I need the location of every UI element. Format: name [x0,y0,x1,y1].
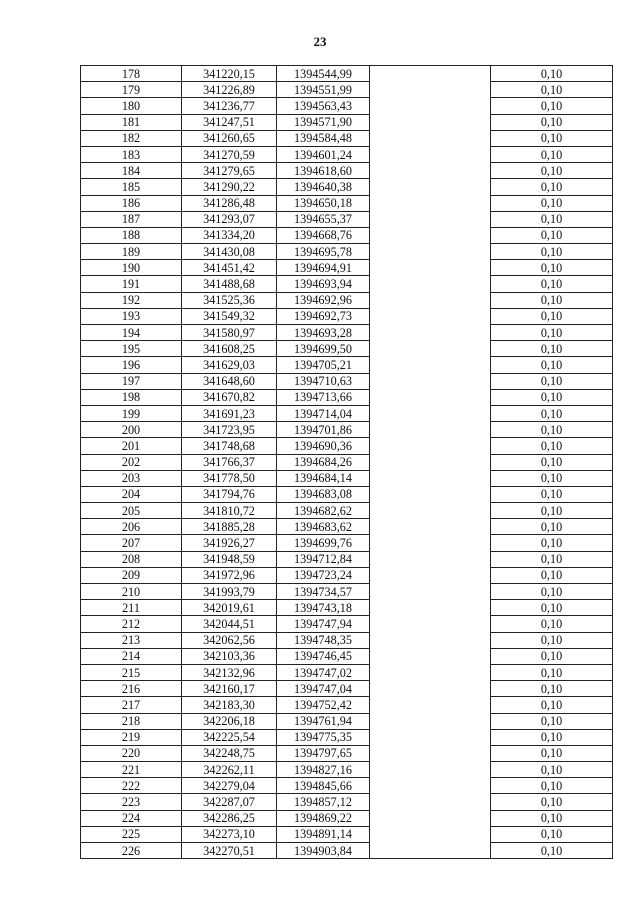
table-row [81,713,613,729]
accuracy-cell: 0,10 [491,567,613,583]
page-number: 23 [313,34,327,49]
empty-cell [370,616,491,632]
empty-cell [370,422,491,438]
accuracy-cell: 0,10 [491,632,613,648]
table-row [81,810,613,826]
point-number-cell: 193 [81,308,182,324]
x-coordinate-cell: 342273,10 [182,826,277,842]
x-coordinate-cell: 342279,04 [182,778,277,794]
y-coordinate-cell: 1394705,21 [277,357,370,373]
accuracy-cell: 0,10 [491,357,613,373]
table-row [81,292,613,308]
x-coordinate-cell: 341247,51 [182,114,277,130]
empty-cell [370,762,491,778]
y-coordinate-cell: 1394903,84 [277,843,370,859]
x-coordinate-cell: 341748,68 [182,438,277,454]
empty-cell [370,325,491,341]
point-number-cell: 221 [81,762,182,778]
coordinates-table-body [81,66,613,859]
table-row [81,470,613,486]
point-number-cell: 199 [81,405,182,421]
point-number-cell: 223 [81,794,182,810]
accuracy-cell: 0,10 [491,227,613,243]
coordinates-table [80,65,613,859]
y-coordinate-cell: 1394693,28 [277,325,370,341]
empty-cell [370,664,491,680]
table-row [81,778,613,794]
accuracy-cell: 0,10 [491,454,613,470]
x-coordinate-cell: 342286,25 [182,810,277,826]
accuracy-cell: 0,10 [491,664,613,680]
x-coordinate-cell: 342225,54 [182,729,277,745]
x-coordinate-cell: 342103,36 [182,648,277,664]
accuracy-cell: 0,10 [491,470,613,486]
accuracy-cell: 0,10 [491,843,613,859]
x-coordinate-cell: 341691,23 [182,405,277,421]
point-number-cell: 220 [81,745,182,761]
empty-cell [370,535,491,551]
table-row [81,211,613,227]
point-number-cell: 224 [81,810,182,826]
table-row [81,405,613,421]
accuracy-cell: 0,10 [491,422,613,438]
y-coordinate-cell: 1394761,94 [277,713,370,729]
accuracy-cell: 0,10 [491,341,613,357]
accuracy-cell: 0,10 [491,211,613,227]
point-number-cell: 205 [81,503,182,519]
point-number-cell: 197 [81,373,182,389]
table-row [81,179,613,195]
point-number-cell: 184 [81,163,182,179]
accuracy-cell: 0,10 [491,826,613,842]
y-coordinate-cell: 1394747,04 [277,681,370,697]
empty-cell [370,82,491,98]
y-coordinate-cell: 1394797,65 [277,745,370,761]
x-coordinate-cell: 341948,59 [182,551,277,567]
accuracy-cell: 0,10 [491,389,613,405]
empty-cell [370,308,491,324]
empty-cell [370,632,491,648]
empty-cell [370,648,491,664]
accuracy-cell: 0,10 [491,503,613,519]
empty-cell [370,713,491,729]
y-coordinate-cell: 1394746,45 [277,648,370,664]
point-number-cell: 194 [81,325,182,341]
empty-cell [370,470,491,486]
y-coordinate-cell: 1394584,48 [277,130,370,146]
point-number-cell: 188 [81,227,182,243]
point-number-cell: 225 [81,826,182,842]
table-row [81,130,613,146]
x-coordinate-cell: 341885,28 [182,519,277,535]
accuracy-cell: 0,10 [491,616,613,632]
x-coordinate-cell: 341580,97 [182,325,277,341]
accuracy-cell: 0,10 [491,681,613,697]
y-coordinate-cell: 1394640,38 [277,179,370,195]
x-coordinate-cell: 341220,15 [182,66,277,82]
y-coordinate-cell: 1394618,60 [277,163,370,179]
table-row [81,567,613,583]
y-coordinate-cell: 1394693,94 [277,276,370,292]
accuracy-cell: 0,10 [491,486,613,502]
accuracy-cell: 0,10 [491,163,613,179]
table-row [81,276,613,292]
y-coordinate-cell: 1394692,96 [277,292,370,308]
empty-cell [370,114,491,130]
table-row [81,308,613,324]
x-coordinate-cell: 341525,36 [182,292,277,308]
point-number-cell: 201 [81,438,182,454]
y-coordinate-cell: 1394713,66 [277,389,370,405]
x-coordinate-cell: 341810,72 [182,503,277,519]
empty-cell [370,826,491,842]
y-coordinate-cell: 1394682,62 [277,503,370,519]
empty-cell [370,794,491,810]
point-number-cell: 222 [81,778,182,794]
point-number-cell: 196 [81,357,182,373]
table-row [81,762,613,778]
y-coordinate-cell: 1394748,35 [277,632,370,648]
empty-cell [370,778,491,794]
table-row [81,373,613,389]
y-coordinate-cell: 1394601,24 [277,146,370,162]
y-coordinate-cell: 1394891,14 [277,826,370,842]
y-coordinate-cell: 1394712,84 [277,551,370,567]
accuracy-cell: 0,10 [491,98,613,114]
table-row [81,826,613,842]
accuracy-cell: 0,10 [491,276,613,292]
empty-cell [370,244,491,260]
x-coordinate-cell: 342262,11 [182,762,277,778]
y-coordinate-cell: 1394723,24 [277,567,370,583]
accuracy-cell: 0,10 [491,325,613,341]
empty-cell [370,454,491,470]
y-coordinate-cell: 1394743,18 [277,600,370,616]
empty-cell [370,292,491,308]
point-number-cell: 216 [81,681,182,697]
x-coordinate-cell: 341549,32 [182,308,277,324]
table-row [81,341,613,357]
point-number-cell: 212 [81,616,182,632]
accuracy-cell: 0,10 [491,260,613,276]
table-row [81,325,613,341]
y-coordinate-cell: 1394684,14 [277,470,370,486]
x-coordinate-cell: 341293,07 [182,211,277,227]
x-coordinate-cell: 341972,96 [182,567,277,583]
accuracy-cell: 0,10 [491,308,613,324]
y-coordinate-cell: 1394683,08 [277,486,370,502]
y-coordinate-cell: 1394655,37 [277,211,370,227]
empty-cell [370,146,491,162]
empty-cell [370,810,491,826]
empty-cell [370,405,491,421]
y-coordinate-cell: 1394699,76 [277,535,370,551]
table-row [81,697,613,713]
x-coordinate-cell: 341236,77 [182,98,277,114]
point-number-cell: 179 [81,82,182,98]
point-number-cell: 207 [81,535,182,551]
table-row [81,163,613,179]
empty-cell [370,551,491,567]
accuracy-cell: 0,10 [491,405,613,421]
x-coordinate-cell: 341430,08 [182,244,277,260]
point-number-cell: 208 [81,551,182,567]
y-coordinate-cell: 1394551,99 [277,82,370,98]
x-coordinate-cell: 341286,48 [182,195,277,211]
empty-cell [370,260,491,276]
point-number-cell: 211 [81,600,182,616]
table-row [81,664,613,680]
empty-cell [370,843,491,859]
y-coordinate-cell: 1394699,50 [277,341,370,357]
empty-cell [370,373,491,389]
table-row [81,535,613,551]
accuracy-cell: 0,10 [491,438,613,454]
y-coordinate-cell: 1394752,42 [277,697,370,713]
point-number-cell: 219 [81,729,182,745]
x-coordinate-cell: 341279,65 [182,163,277,179]
x-coordinate-cell: 341778,50 [182,470,277,486]
point-number-cell: 182 [81,130,182,146]
point-number-cell: 192 [81,292,182,308]
point-number-cell: 217 [81,697,182,713]
empty-cell [370,745,491,761]
x-coordinate-cell: 341226,89 [182,82,277,98]
x-coordinate-cell: 341270,59 [182,146,277,162]
x-coordinate-cell: 341608,25 [182,341,277,357]
empty-cell [370,163,491,179]
x-coordinate-cell: 341334,20 [182,227,277,243]
y-coordinate-cell: 1394694,91 [277,260,370,276]
y-coordinate-cell: 1394701,86 [277,422,370,438]
point-number-cell: 200 [81,422,182,438]
y-coordinate-cell: 1394857,12 [277,794,370,810]
table-row [81,794,613,810]
accuracy-cell: 0,10 [491,146,613,162]
x-coordinate-cell: 342206,18 [182,713,277,729]
accuracy-cell: 0,10 [491,745,613,761]
accuracy-cell: 0,10 [491,66,613,82]
empty-cell [370,130,491,146]
y-coordinate-cell: 1394650,18 [277,195,370,211]
table-row [81,82,613,98]
empty-cell [370,567,491,583]
accuracy-cell: 0,10 [491,373,613,389]
x-coordinate-cell: 341670,82 [182,389,277,405]
y-coordinate-cell: 1394845,66 [277,778,370,794]
accuracy-cell: 0,10 [491,648,613,664]
y-coordinate-cell: 1394734,57 [277,584,370,600]
table-row [81,357,613,373]
y-coordinate-cell: 1394684,26 [277,454,370,470]
empty-cell [370,681,491,697]
point-number-cell: 214 [81,648,182,664]
point-number-cell: 209 [81,567,182,583]
x-coordinate-cell: 342183,30 [182,697,277,713]
accuracy-cell: 0,10 [491,713,613,729]
point-number-cell: 204 [81,486,182,502]
empty-cell [370,341,491,357]
accuracy-cell: 0,10 [491,794,613,810]
x-coordinate-cell: 341926,27 [182,535,277,551]
point-number-cell: 187 [81,211,182,227]
accuracy-cell: 0,10 [491,762,613,778]
empty-cell [370,600,491,616]
point-number-cell: 206 [81,519,182,535]
accuracy-cell: 0,10 [491,292,613,308]
y-coordinate-cell: 1394563,43 [277,98,370,114]
table-row [81,648,613,664]
table-row [81,681,613,697]
point-number-cell: 226 [81,843,182,859]
empty-cell [370,195,491,211]
empty-cell [370,227,491,243]
table-row [81,114,613,130]
y-coordinate-cell: 1394827,16 [277,762,370,778]
x-coordinate-cell: 341648,60 [182,373,277,389]
table-row [81,519,613,535]
table-row [81,66,613,82]
x-coordinate-cell: 342044,51 [182,616,277,632]
empty-cell [370,357,491,373]
x-coordinate-cell: 342160,17 [182,681,277,697]
table-row [81,551,613,567]
y-coordinate-cell: 1394544,99 [277,66,370,82]
x-coordinate-cell: 341260,65 [182,130,277,146]
x-coordinate-cell: 341451,42 [182,260,277,276]
point-number-cell: 180 [81,98,182,114]
x-coordinate-cell: 342270,51 [182,843,277,859]
table-row [81,600,613,616]
x-coordinate-cell: 341766,37 [182,454,277,470]
point-number-cell: 218 [81,713,182,729]
y-coordinate-cell: 1394747,94 [277,616,370,632]
empty-cell [370,519,491,535]
x-coordinate-cell: 341629,03 [182,357,277,373]
x-coordinate-cell: 342062,56 [182,632,277,648]
y-coordinate-cell: 1394690,36 [277,438,370,454]
empty-cell [370,179,491,195]
accuracy-cell: 0,10 [491,551,613,567]
x-coordinate-cell: 342019,61 [182,600,277,616]
x-coordinate-cell: 341488,68 [182,276,277,292]
point-number-cell: 185 [81,179,182,195]
empty-cell [370,389,491,405]
table-row [81,438,613,454]
y-coordinate-cell: 1394571,90 [277,114,370,130]
table-row [81,244,613,260]
accuracy-cell: 0,10 [491,130,613,146]
point-number-cell: 186 [81,195,182,211]
accuracy-cell: 0,10 [491,729,613,745]
point-number-cell: 215 [81,664,182,680]
y-coordinate-cell: 1394869,22 [277,810,370,826]
x-coordinate-cell: 341794,76 [182,486,277,502]
accuracy-cell: 0,10 [491,195,613,211]
table-row [81,195,613,211]
point-number-cell: 191 [81,276,182,292]
y-coordinate-cell: 1394747,02 [277,664,370,680]
y-coordinate-cell: 1394695,78 [277,244,370,260]
point-number-cell: 189 [81,244,182,260]
accuracy-cell: 0,10 [491,114,613,130]
accuracy-cell: 0,10 [491,697,613,713]
point-number-cell: 198 [81,389,182,405]
accuracy-cell: 0,10 [491,778,613,794]
point-number-cell: 183 [81,146,182,162]
accuracy-cell: 0,10 [491,535,613,551]
table-row [81,389,613,405]
accuracy-cell: 0,10 [491,244,613,260]
table-row [81,632,613,648]
point-number-cell: 195 [81,341,182,357]
table-row [81,503,613,519]
empty-cell [370,697,491,713]
x-coordinate-cell: 341290,22 [182,179,277,195]
table-row [81,98,613,114]
accuracy-cell: 0,10 [491,179,613,195]
accuracy-cell: 0,10 [491,810,613,826]
point-number-cell: 213 [81,632,182,648]
empty-cell [370,438,491,454]
table-row [81,616,613,632]
table-row [81,260,613,276]
table-row [81,729,613,745]
accuracy-cell: 0,10 [491,82,613,98]
x-coordinate-cell: 342132,96 [182,664,277,680]
x-coordinate-cell: 342287,07 [182,794,277,810]
empty-cell [370,66,491,82]
y-coordinate-cell: 1394775,35 [277,729,370,745]
y-coordinate-cell: 1394668,76 [277,227,370,243]
point-number-cell: 178 [81,66,182,82]
accuracy-cell: 0,10 [491,519,613,535]
table-row [81,146,613,162]
table-row [81,584,613,600]
accuracy-cell: 0,10 [491,600,613,616]
y-coordinate-cell: 1394683,62 [277,519,370,535]
accuracy-cell: 0,10 [491,584,613,600]
y-coordinate-cell: 1394714,04 [277,405,370,421]
point-number-cell: 190 [81,260,182,276]
table-row [81,843,613,859]
x-coordinate-cell: 342248,75 [182,745,277,761]
point-number-cell: 181 [81,114,182,130]
empty-cell [370,486,491,502]
empty-cell [370,503,491,519]
x-coordinate-cell: 341993,79 [182,584,277,600]
y-coordinate-cell: 1394710,63 [277,373,370,389]
table-row [81,422,613,438]
table-row [81,454,613,470]
table-row [81,486,613,502]
empty-cell [370,98,491,114]
point-number-cell: 202 [81,454,182,470]
point-number-cell: 203 [81,470,182,486]
y-coordinate-cell: 1394692,73 [277,308,370,324]
table-row [81,227,613,243]
table-row [81,745,613,761]
empty-cell [370,211,491,227]
empty-cell [370,729,491,745]
empty-cell [370,584,491,600]
point-number-cell: 210 [81,584,182,600]
x-coordinate-cell: 341723,95 [182,422,277,438]
empty-cell [370,276,491,292]
